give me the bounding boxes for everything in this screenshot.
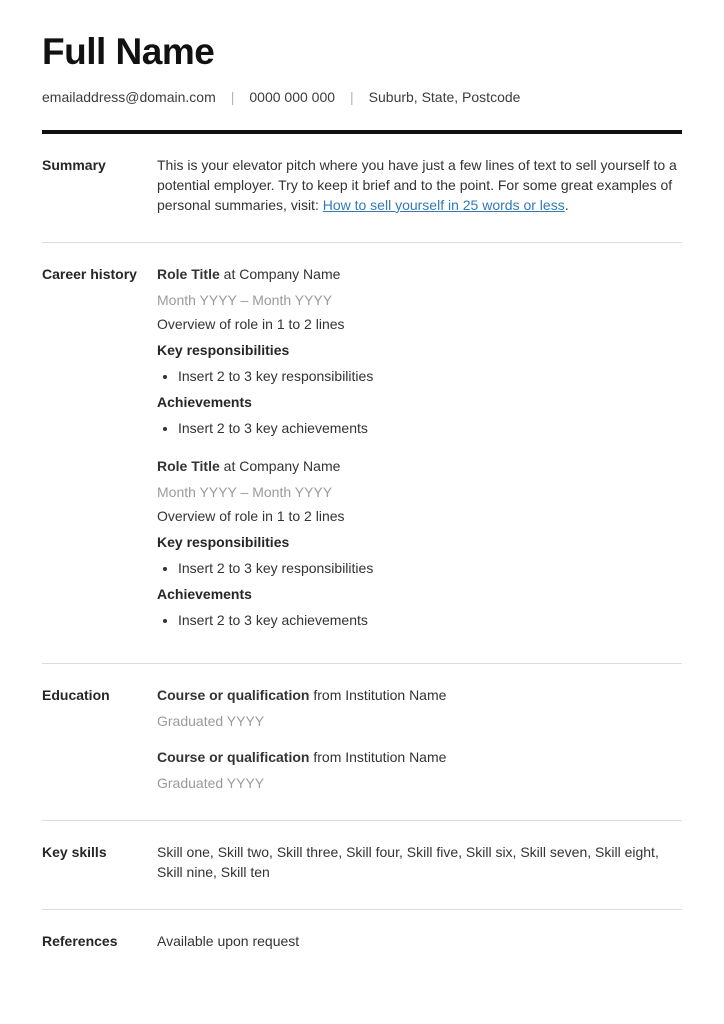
graduated-line: Graduated YYYY <box>157 774 265 791</box>
summary-content <box>157 155 682 215</box>
course-line <box>157 747 682 767</box>
responsibilities-list <box>157 366 682 386</box>
education-entry <box>157 685 682 731</box>
course-title: Course or qualification <box>157 748 310 765</box>
career-history-label: Career history <box>42 265 137 282</box>
key-skills-text: Skill one, Skill two, Skill three, Skill four, Skill five, Skill six, Skill seven, Skill eight, Skill nine, Skill ten <box>157 843 659 880</box>
achievements-heading: Achievements <box>157 393 252 410</box>
career-entry <box>157 456 682 630</box>
achievements-list <box>157 610 682 630</box>
course-connector: from <box>309 748 346 765</box>
role-line <box>157 264 682 284</box>
section-career-history <box>42 242 682 663</box>
role-overview: Overview of role in 1 to 2 lines <box>157 507 345 524</box>
achievements-list <box>157 418 682 438</box>
role-line <box>157 456 682 476</box>
full-name-title: Full Name <box>42 31 215 72</box>
role-connector: at <box>219 457 240 474</box>
graduated-line: Graduated YYYY <box>157 712 265 729</box>
course-line <box>157 685 682 705</box>
summary-text-before-link: This is your elevator pitch where you have just a few lines of text to sell yourself to a potential employer. Try to keep it brief and to the point. For some great examples of personal summaries, visit: <box>157 156 677 213</box>
course-title: Course or qualification <box>157 686 310 703</box>
responsibilities-heading: Key responsibilities <box>157 533 290 550</box>
section-education <box>42 663 682 820</box>
summary-label: Summary <box>42 156 106 173</box>
institution-name: Institution Name <box>345 686 447 703</box>
career-entry <box>157 264 682 438</box>
section-references <box>42 909 682 978</box>
responsibility-item: • Insert 2 to 3 key responsibilities <box>178 366 682 386</box>
education-content <box>157 685 682 793</box>
company-name: Company Name <box>239 457 341 474</box>
achievements-heading: Achievements <box>157 585 252 602</box>
achievement-item: • Insert 2 to 3 key achievements <box>178 418 682 438</box>
contact-separator: | <box>350 88 354 105</box>
career-history-content <box>157 264 682 636</box>
summary-link[interactable]: How to sell yourself in 25 words or less <box>322 196 565 213</box>
references-text: Available upon request <box>157 932 300 949</box>
contact-separator: | <box>230 88 235 105</box>
responsibilities-list <box>157 558 682 578</box>
references-label: References <box>42 932 118 949</box>
company-name: Company Name <box>239 265 341 282</box>
summary-text <box>157 155 682 215</box>
role-dates: Month YYYY – Month YYYY <box>157 483 333 500</box>
education-label: Education <box>42 686 110 703</box>
responsibility-item: • Insert 2 to 3 key responsibilities <box>178 558 682 578</box>
section-key-skills <box>42 820 682 909</box>
references-content <box>157 931 682 951</box>
key-skills-label: Key skills <box>42 843 107 860</box>
institution-name: Institution Name <box>345 748 447 765</box>
role-overview: Overview of role in 1 to 2 lines <box>157 315 345 332</box>
achievement-item: • Insert 2 to 3 key achievements <box>178 610 682 630</box>
role-title: Role Title <box>157 265 220 282</box>
contact-phone: 0000 000 000 <box>249 88 336 105</box>
course-connector: from <box>309 686 346 703</box>
section-summary <box>42 134 682 242</box>
summary-text-after-link: . <box>564 196 569 213</box>
contact-row <box>42 89 682 105</box>
role-title: Role Title <box>157 457 220 474</box>
responsibilities-heading: Key responsibilities <box>157 341 290 358</box>
contact-location: Suburb, State, Postcode <box>368 88 521 105</box>
contact-email: emailaddress@domain.com <box>42 88 216 105</box>
resume-header <box>42 32 682 105</box>
education-entry <box>157 747 682 793</box>
key-skills-content <box>157 842 682 882</box>
role-dates: Month YYYY – Month YYYY <box>157 291 333 308</box>
role-connector: at <box>219 265 240 282</box>
